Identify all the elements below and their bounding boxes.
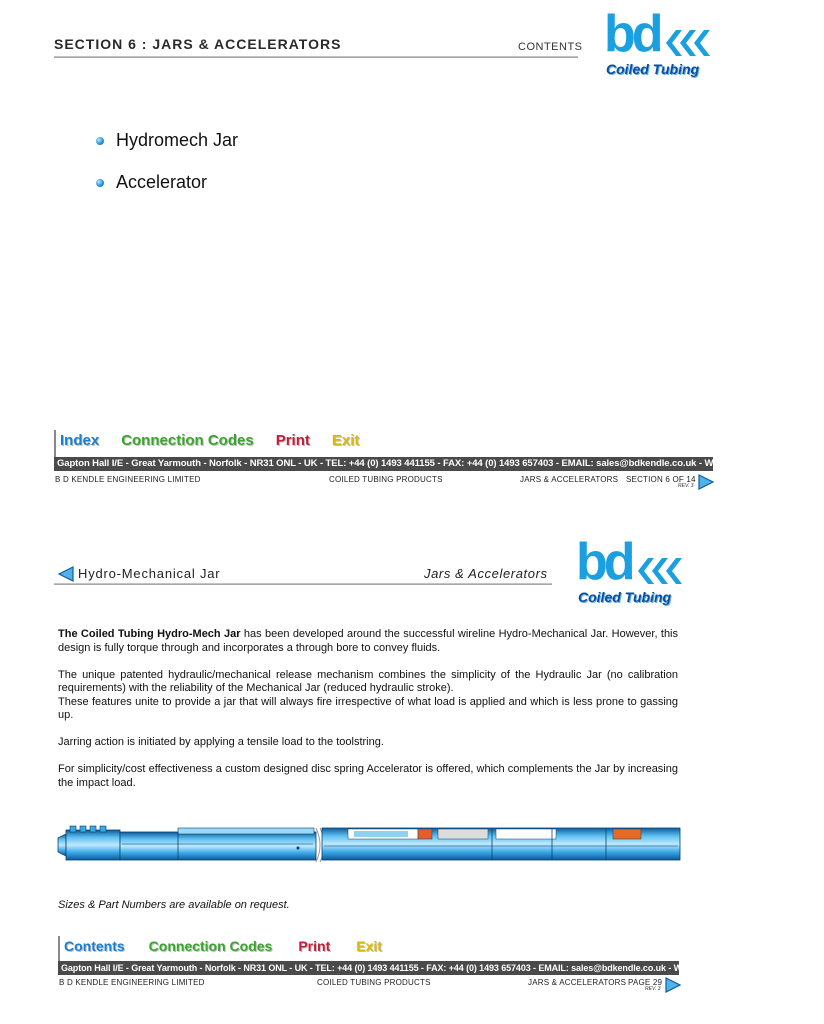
address-bar: Gapton Hall I/E - Great Yarmouth - Norfolk - NR31 ONL - UK - TEL: +44 (0) 1493 441155 - FAX: +44 (0) 1493 657403 - EMAIL: sales@bdkendle.co.uk - WEB: www.bdkendle.co.uk bbox=[54, 457, 713, 471]
header-divider bbox=[54, 583, 552, 585]
contents-link[interactable]: CONTENTS bbox=[518, 41, 583, 53]
list-item-hydromech-jar[interactable] bbox=[96, 130, 238, 151]
address-bar: Gapton Hall I/E - Great Yarmouth - Norfolk - NR31 ONL - UK - TEL: +44 (0) 1493 441155 - FAX: +44 (0) 1493 657403 - EMAIL: sales@bdkendle.co.uk - WEB: www.bdkendle.co.uk bbox=[58, 961, 679, 975]
logo-tagline: Coiled Tubing bbox=[578, 589, 672, 605]
section-title: SECTION 6 : JARS & ACCELERATORS bbox=[54, 36, 342, 52]
bullet-icon bbox=[96, 137, 104, 145]
list-item-label: Hydromech Jar bbox=[116, 130, 239, 150]
footer-products: COILED TUBING PRODUCTS bbox=[317, 978, 431, 987]
footer-section: JARS & ACCELERATORS bbox=[528, 978, 627, 987]
next-page-arrow-icon[interactable] bbox=[664, 977, 682, 993]
paragraph-jarring: Jarring action is initiated by applying a tensile load to the toolstring. bbox=[58, 736, 384, 748]
sizes-note: Sizes & Part Numbers are available on request. bbox=[58, 899, 290, 911]
logo-bd-text: bd bbox=[576, 533, 632, 591]
connection-codes-link[interactable]: Connection Codes bbox=[121, 432, 254, 449]
description-text bbox=[58, 628, 678, 804]
next-page-arrow-icon[interactable] bbox=[697, 474, 715, 490]
intro-bold: The Coiled Tubing Hydro-Mech Jar bbox=[58, 628, 241, 640]
logo-chevrons-icon bbox=[664, 28, 714, 58]
print-link[interactable]: Print bbox=[275, 432, 310, 449]
bd-coiled-tubing-logo bbox=[604, 5, 716, 86]
list-item-accelerator[interactable] bbox=[96, 172, 207, 193]
index-link[interactable]: Index bbox=[60, 432, 100, 449]
page-title: Hydro-Mechanical Jar bbox=[78, 566, 221, 581]
footer-company: B D KENDLE ENGINEERING LIMITED bbox=[55, 475, 201, 484]
footer-section: JARS & ACCELERATORS bbox=[520, 475, 619, 484]
logo-bd-text: bd bbox=[604, 5, 660, 63]
paragraph-accelerator: For simplicity/cost effectiveness a custom designed disc spring Accelerator is offered, which complements the Jar by increasing the impact load. bbox=[58, 763, 678, 789]
bd-coiled-tubing-logo bbox=[576, 533, 688, 614]
footer-rev: REV. 3 bbox=[678, 483, 694, 489]
nav-bar bbox=[60, 432, 381, 449]
footer-products: COILED TUBING PRODUCTS bbox=[329, 475, 443, 484]
exit-link[interactable]: Exit bbox=[356, 938, 382, 954]
bullet-icon bbox=[96, 179, 104, 187]
hydro-mech-jar-diagram bbox=[58, 824, 682, 866]
nav-bar bbox=[64, 938, 404, 954]
previous-page-arrow-icon[interactable] bbox=[57, 566, 75, 582]
exit-link[interactable]: Exit bbox=[331, 432, 360, 449]
connection-codes-link[interactable]: Connection Codes bbox=[148, 938, 273, 954]
intro-rest: has been developed around the successful wireline Hydro-Mechanical Jar. However, this design is fully torque through and incorporates a through bore to convey fluids. bbox=[58, 628, 679, 654]
print-link[interactable]: Print bbox=[298, 938, 331, 954]
logo-chevrons-icon bbox=[636, 556, 686, 586]
logo-tagline: Coiled Tubing bbox=[606, 61, 700, 77]
footer-rev: REV. 3 bbox=[645, 986, 661, 992]
paragraph-mechanism: The unique patented hydraulic/mechanical release mechanism combines the simplicity of the Hydraulic Jar (no calibration requirements) with the reliability of the Mechanical Jar (reduced hydraulic stroke). bbox=[58, 668, 678, 694]
paragraph-features: These features unite to provide a jar that will always fire irrespective of what load is applied and which is less prone to gassing up. bbox=[58, 695, 678, 721]
footer-page: SECTION 6 OF 14 bbox=[626, 475, 696, 484]
header-divider bbox=[54, 56, 578, 58]
intro-paragraph bbox=[58, 628, 678, 655]
section-name: Jars & Accelerators bbox=[424, 566, 548, 581]
contents-link[interactable]: Contents bbox=[64, 938, 125, 954]
footer-company: B D KENDLE ENGINEERING LIMITED bbox=[59, 978, 205, 987]
list-item-label: Accelerator bbox=[116, 172, 208, 192]
footer-page: PAGE 29 bbox=[628, 978, 663, 987]
